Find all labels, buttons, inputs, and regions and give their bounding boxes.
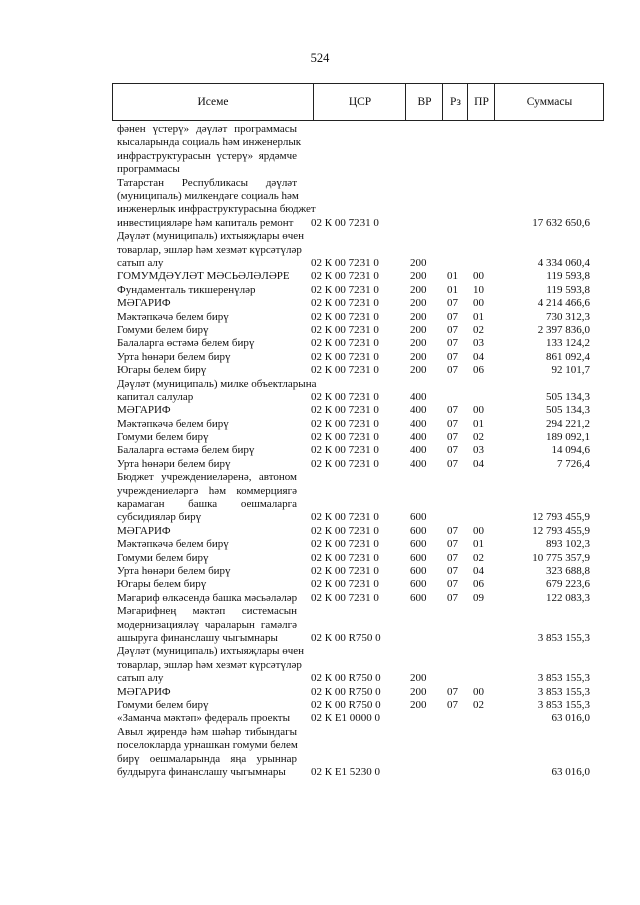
row-code: 02 К 00 7231 0 — [311, 310, 379, 323]
row-vr: 600 — [410, 511, 427, 524]
row-name-line: «Заманча мәктәп» федераль проекты — [117, 712, 290, 725]
row-vr: 400 — [410, 417, 427, 430]
row-pr: 04 — [473, 350, 484, 363]
row-name-line: МӘГАРИФ — [117, 297, 171, 310]
table-row — [0, 444, 640, 457]
row-name — [117, 726, 297, 780]
row-name-line: модернизацияләү чараларын гамәлгә — [117, 618, 297, 631]
row-name-line: программасы — [117, 163, 180, 176]
table-row — [0, 565, 640, 578]
table-row — [0, 378, 640, 405]
row-sum: 189 092,1 — [546, 431, 590, 444]
row-sum: 323 688,8 — [546, 565, 590, 578]
row-name-line: карамаган башка оешмаларга — [117, 498, 297, 511]
row-rz: 01 — [447, 270, 458, 283]
row-rz: 07 — [447, 364, 458, 377]
row-sum: 294 221,2 — [546, 417, 590, 430]
row-name-line: Югары белем бирү — [117, 578, 207, 591]
row-sum: 119 593,8 — [546, 283, 590, 296]
table-row — [0, 270, 640, 283]
row-code: 02 К 00 7231 0 — [311, 283, 379, 296]
row-name-line: ГОМУМДӘҮЛӘТ МӘСЬӘЛӘЛӘРЕ — [117, 270, 290, 283]
row-name — [117, 404, 297, 417]
row-name — [117, 377, 317, 405]
row-name-line: ашыруга финанслашу чыгымнары — [117, 631, 278, 644]
row-name-line: Мәктәпкәчә белем бирү — [117, 417, 229, 430]
row-vr: 200 — [410, 337, 427, 350]
row-rz: 07 — [447, 457, 458, 470]
table-row — [0, 712, 640, 725]
row-name-line: капитал салулар — [117, 390, 194, 403]
row-name — [117, 699, 297, 712]
row-name-line: Татарстан Республикасы дәүләт — [117, 176, 297, 189]
row-name — [117, 337, 297, 350]
row-code: 02 К 00 7231 0 — [311, 511, 379, 524]
table-row — [0, 404, 640, 417]
row-name — [117, 297, 297, 310]
row-name — [117, 418, 297, 431]
table-row — [0, 230, 640, 270]
row-name-line: Югары белем бирү — [117, 364, 207, 377]
page-number: 524 — [310, 51, 330, 65]
row-code: 02 К 00 7231 0 — [311, 457, 379, 470]
row-sum: 63 016,0 — [551, 712, 590, 725]
row-sum: 679 223,6 — [546, 578, 590, 591]
row-vr: 200 — [410, 297, 427, 310]
row-pr: 03 — [473, 337, 484, 350]
row-code: 02 К 00 7231 0 — [311, 364, 379, 377]
table-row — [0, 177, 640, 231]
row-name — [117, 431, 297, 444]
row-sum: 12 793 455,9 — [532, 524, 590, 537]
row-code: 02 К 00 7231 0 — [311, 565, 379, 578]
row-vr: 400 — [410, 431, 427, 444]
row-code: 02 К 00 7231 0 — [311, 323, 379, 336]
row-pr: 10 — [473, 283, 484, 296]
table-row — [0, 364, 640, 377]
row-code: 02 К 00 7231 0 — [311, 591, 379, 604]
row-code: 02 К 00 7231 0 — [311, 270, 379, 283]
row-code: 02 К 00 R750 0 — [311, 685, 381, 698]
row-vr: 600 — [410, 538, 427, 551]
row-name-line: инвестицияләре һәм капиталь ремонт — [117, 216, 294, 229]
row-rz: 07 — [447, 524, 458, 537]
row-name-line: Мәктәпкәчә белем бирү — [117, 538, 229, 551]
table-row — [0, 699, 640, 712]
row-rz: 07 — [447, 404, 458, 417]
row-pr: 02 — [473, 323, 484, 336]
row-name — [117, 592, 297, 605]
row-name-line: товарлар, эшләр һәм хезмәт күрсәтүләр — [117, 658, 302, 671]
row-vr: 400 — [410, 444, 427, 457]
row-vr: 200 — [410, 672, 427, 685]
row-sum: 505 134,3 — [546, 390, 590, 403]
row-rz: 07 — [447, 538, 458, 551]
row-sum: 63 016,0 — [551, 765, 590, 778]
row-code: 02 К 00 7231 0 — [311, 538, 379, 551]
row-code: 02 К 00 7231 0 — [311, 216, 379, 229]
row-pr: 06 — [473, 364, 484, 377]
table-row — [0, 525, 640, 538]
row-name-line: сатып алу — [117, 672, 164, 685]
row-sum: 893 102,3 — [546, 538, 590, 551]
row-sum: 14 094,6 — [551, 444, 590, 457]
row-name — [117, 605, 297, 645]
row-name-line: Урта һөнәри белем бирү — [117, 565, 231, 578]
row-pr: 01 — [473, 417, 484, 430]
row-name — [117, 311, 297, 324]
row-code: 02 К 00 R750 0 — [311, 672, 381, 685]
table-row — [0, 726, 640, 780]
header-pr: ПР — [467, 84, 495, 120]
row-name-line: Гомуми белем бирү — [117, 431, 209, 444]
row-vr: 600 — [410, 524, 427, 537]
row-name-line: бирү оешмаларында яңа урыннар — [117, 752, 297, 765]
row-name — [117, 364, 297, 377]
row-name — [117, 444, 297, 457]
row-vr: 400 — [410, 390, 427, 403]
row-name-line: Дәүләт (муниципаль) милке объектларына — [117, 377, 317, 390]
row-sum: 4 214 466,6 — [537, 297, 590, 310]
table-row — [0, 123, 640, 177]
table-row — [0, 431, 640, 444]
row-sum: 122 083,3 — [546, 591, 590, 604]
row-pr: 00 — [473, 297, 484, 310]
row-name — [117, 565, 297, 578]
row-name — [117, 538, 297, 551]
row-name-line: Гомуми белем бирү — [117, 551, 209, 564]
row-sum: 92 101,7 — [551, 364, 590, 377]
row-rz: 07 — [447, 551, 458, 564]
row-rz: 07 — [447, 565, 458, 578]
row-name — [117, 123, 302, 177]
row-rz: 07 — [447, 350, 458, 363]
table-row — [0, 418, 640, 431]
row-rz: 07 — [447, 698, 458, 711]
row-name — [117, 525, 297, 538]
table-header — [112, 83, 604, 121]
row-vr: 200 — [410, 685, 427, 698]
row-code: 02 К 00 7231 0 — [311, 390, 379, 403]
row-code: 02 К 00 7231 0 — [311, 297, 379, 310]
table-row — [0, 686, 640, 699]
table-row — [0, 351, 640, 364]
row-name — [117, 176, 316, 231]
row-vr: 200 — [410, 323, 427, 336]
row-pr: 02 — [473, 698, 484, 711]
row-name-line: инженерлык инфраструктурасына бюджет — [117, 203, 316, 216]
row-code: 02 К 00 7231 0 — [311, 551, 379, 564]
header-sum: Суммасы — [494, 84, 604, 120]
row-name-line: субсидияләр бирү — [117, 511, 202, 524]
row-name — [117, 284, 297, 297]
table-row — [0, 458, 640, 471]
row-rz: 07 — [447, 417, 458, 430]
row-code: 02 К Е1 5230 0 — [311, 765, 381, 778]
row-sum: 133 124,2 — [546, 337, 590, 350]
header-rz: Рз — [442, 84, 468, 120]
row-name-line: Гомуми белем бирү — [117, 323, 209, 336]
row-vr: 200 — [410, 350, 427, 363]
row-name-line: Фундаменталь тикшеренүләр — [117, 283, 256, 296]
row-vr: 200 — [410, 270, 427, 283]
row-pr: 00 — [473, 404, 484, 417]
row-vr: 400 — [410, 457, 427, 470]
row-name-line: Авыл җирендә һәм шәһәр тибындагы — [117, 725, 297, 738]
table-row — [0, 592, 640, 605]
table-row — [0, 578, 640, 591]
row-code: 02 К 00 7231 0 — [311, 350, 379, 363]
row-name — [117, 712, 297, 725]
row-vr: 600 — [410, 591, 427, 604]
row-pr: 00 — [473, 685, 484, 698]
row-rz: 07 — [447, 431, 458, 444]
row-rz: 07 — [447, 591, 458, 604]
row-vr: 600 — [410, 551, 427, 564]
row-name-line: Мәгариф өлкәсендә башка мәсьәләләр — [117, 591, 298, 604]
row-name — [117, 230, 305, 270]
header-vr: ВР — [405, 84, 443, 120]
table-row — [0, 552, 640, 565]
header-csr: ЦСР — [313, 84, 406, 120]
row-code: 02 К 00 R750 0 — [311, 631, 381, 644]
row-pr: 06 — [473, 578, 484, 591]
row-name-line: Гомуми белем бирү — [117, 698, 209, 711]
row-pr: 00 — [473, 270, 484, 283]
header-name: Исеме — [197, 96, 229, 108]
row-name-line: инфраструктурасын үстерү» ярдәмче — [117, 149, 297, 162]
row-sum: 12 793 455,9 — [532, 511, 590, 524]
row-name-line: МӘГАРИФ — [117, 685, 171, 698]
row-name-line: Бюджет учреждениеләренә, автоном — [117, 471, 297, 484]
row-name — [117, 324, 297, 337]
row-name-line: поселокларда урнашкан гомуми белем — [117, 739, 298, 752]
row-name — [117, 458, 297, 471]
row-vr: 200 — [410, 256, 427, 269]
row-name-line: фәнен үстерү» дәүләт программасы — [117, 123, 297, 135]
row-name-line: Дәүләт (муниципаль) ихтыяҗлары өчен — [117, 230, 305, 243]
row-sum: 730 312,3 — [546, 310, 590, 323]
row-name-line: товарлар, эшләр һәм хезмәт күрсәтүләр — [117, 243, 302, 256]
row-sum: 3 853 155,3 — [537, 631, 590, 644]
row-name-line: булдыруга финанслашу чыгымнары — [117, 765, 286, 778]
table-row — [0, 284, 640, 297]
row-sum: 505 134,3 — [546, 404, 590, 417]
row-name-line: Урта һөнәри белем бирү — [117, 457, 231, 470]
row-name — [117, 351, 297, 364]
row-sum: 4 334 060,4 — [537, 256, 590, 269]
row-code: 02 К 00 7231 0 — [311, 256, 379, 269]
row-name-line: Дәүләт (муниципаль) ихтыяҗлары өчен — [117, 645, 305, 658]
row-rz: 07 — [447, 297, 458, 310]
row-code: 02 К 00 R750 0 — [311, 698, 381, 711]
row-code: 02 К Е1 0000 0 — [311, 712, 381, 725]
table-row — [0, 605, 640, 645]
row-name-line: МӘГАРИФ — [117, 404, 171, 417]
row-sum: 17 632 650,6 — [532, 216, 590, 229]
row-name-line: Мәгарифнең мәктәп системасын — [117, 605, 297, 618]
table-row — [0, 297, 640, 310]
row-rz: 07 — [447, 337, 458, 350]
table-row — [0, 324, 640, 337]
row-vr: 200 — [410, 283, 427, 296]
row-code: 02 К 00 7231 0 — [311, 444, 379, 457]
row-sum: 3 853 155,3 — [537, 685, 590, 698]
row-sum: 7 726,4 — [557, 457, 590, 470]
row-pr: 04 — [473, 457, 484, 470]
row-name — [117, 686, 297, 699]
table-row — [0, 337, 640, 350]
row-vr: 400 — [410, 404, 427, 417]
row-rz: 01 — [447, 283, 458, 296]
row-sum: 10 775 357,9 — [532, 551, 590, 564]
table-row — [0, 645, 640, 685]
row-pr: 02 — [473, 431, 484, 444]
row-name-line: Мәктәпкәчә белем бирү — [117, 310, 229, 323]
row-name — [117, 578, 297, 591]
row-rz: 07 — [447, 323, 458, 336]
row-code: 02 К 00 7231 0 — [311, 417, 379, 430]
row-name-line: Урта һөнәри белем бирү — [117, 350, 231, 363]
row-name-line: Балаларга өстәмә белем бирү — [117, 444, 255, 457]
row-name — [117, 645, 305, 685]
row-rz: 07 — [447, 578, 458, 591]
row-vr: 600 — [410, 578, 427, 591]
row-pr: 03 — [473, 444, 484, 457]
row-name-line: МӘГАРИФ — [117, 524, 171, 537]
row-code: 02 К 00 7231 0 — [311, 524, 379, 537]
row-sum: 3 853 155,3 — [537, 698, 590, 711]
row-pr: 04 — [473, 565, 484, 578]
row-rz: 07 — [447, 444, 458, 457]
table-body — [0, 123, 640, 779]
table-row — [0, 311, 640, 324]
row-pr: 02 — [473, 551, 484, 564]
row-name-line: кысаларында социаль һәм инженерлык — [117, 136, 302, 149]
row-pr: 01 — [473, 310, 484, 323]
row-name — [117, 471, 297, 525]
row-code: 02 К 00 7231 0 — [311, 578, 379, 591]
row-pr: 09 — [473, 591, 484, 604]
row-vr: 200 — [410, 364, 427, 377]
row-pr: 01 — [473, 538, 484, 551]
row-name-line: учреждениеләргә һәм коммерциягә — [117, 484, 297, 497]
row-name-line: сатып алу — [117, 256, 164, 269]
row-name — [117, 552, 297, 565]
row-vr: 200 — [410, 310, 427, 323]
row-sum: 3 853 155,3 — [537, 672, 590, 685]
row-vr: 600 — [410, 565, 427, 578]
row-sum: 861 092,4 — [546, 350, 590, 363]
row-rz: 07 — [447, 685, 458, 698]
row-vr: 200 — [410, 698, 427, 711]
row-pr: 00 — [473, 524, 484, 537]
row-code: 02 К 00 7231 0 — [311, 404, 379, 417]
row-name-line: (муниципаль) милкендәге социаль һәм — [117, 189, 299, 202]
table-row — [0, 471, 640, 525]
row-code: 02 К 00 7231 0 — [311, 337, 379, 350]
row-sum: 2 397 836,0 — [537, 323, 590, 336]
row-name — [117, 270, 297, 283]
row-name-line: Балаларга өстәмә белем бирү — [117, 337, 255, 350]
row-code: 02 К 00 7231 0 — [311, 431, 379, 444]
table-row — [0, 538, 640, 551]
row-rz: 07 — [447, 310, 458, 323]
row-sum: 119 593,8 — [546, 270, 590, 283]
